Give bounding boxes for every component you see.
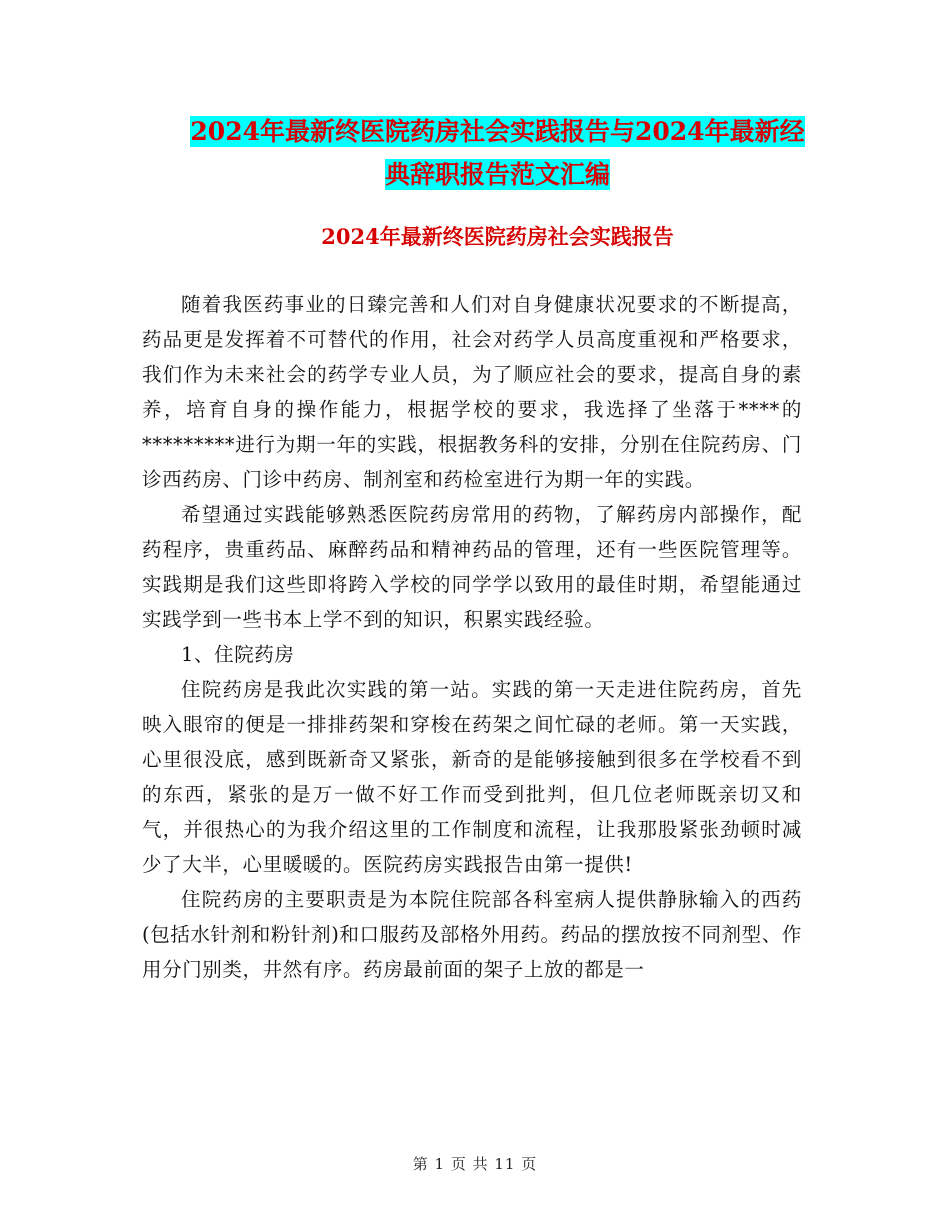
title-line-1: 2024年最新终医院药房社会实践报告与2024年最新经 [190, 117, 805, 146]
paragraph: 希望通过实践能够熟悉医院药房常用的药物，了解药房内部操作，配药程序，贵重药品、麻醉药品和精神药品的管理，还有一些医院管理等。实践期是我们这些即将跨入学校的同学学以致用的最佳时期，希望能通过实践学到一些书本上学不到的知识，积累实践经验。 [142, 503, 802, 631]
section-label: 1、住院药房 [181, 643, 295, 666]
document-title [120, 110, 875, 196]
document-body [142, 287, 802, 987]
section-heading: 2024年最新终医院药房社会实践报告 [321, 224, 674, 249]
title-line-2: 典辞职报告范文汇编 [384, 160, 610, 189]
paragraph: 随着我医药事业的日臻完善和人们对自身健康状况要求的不断提高，药品更是发挥着不可替代的作用，社会对药学人员高度重视和严格要求，我们作为未来社会的药学专业人员，为了顺应社会的要求，提高自身的素养，培育自身的操作能力，根据学校的要求，我选择了坐落于****的*********进行为期一年的实践，根据教务科的安排，分别在住院药房、门诊西药房、门诊中药房、制剂室和药检室进行为期一年的实践。 [142, 293, 802, 491]
paragraph: 住院药房是我此次实践的第一站。实践的第一天走进住院药房，首先映入眼帘的便是一排排药架和穿梭在药架之间忙碌的老师。第一天实践，心里很没底，感到既新奇又紧张，新奇的是能够接触到很多在学校看不到的东西，紧张的是万一做不好工作而受到批判，但几位老师既亲切又和气，并很热心的为我介绍这里的工作制度和流程，让我那股紧张劲顿时减少了大半，心里暖暖的。医院药房实践报告由第一提供! [142, 678, 802, 876]
page-footer: 第 1 页 共 11 页 [412, 1155, 538, 1173]
paragraph: 住院药房的主要职责是为本院住院部各科室病人提供静脉输入的西药(包括水针剂和粉针剂)和口服药及部格外用药。药品的摆放按不同剂型、作用分门别类，井然有序。药房最前面的架子上放的都是一 [142, 888, 802, 981]
